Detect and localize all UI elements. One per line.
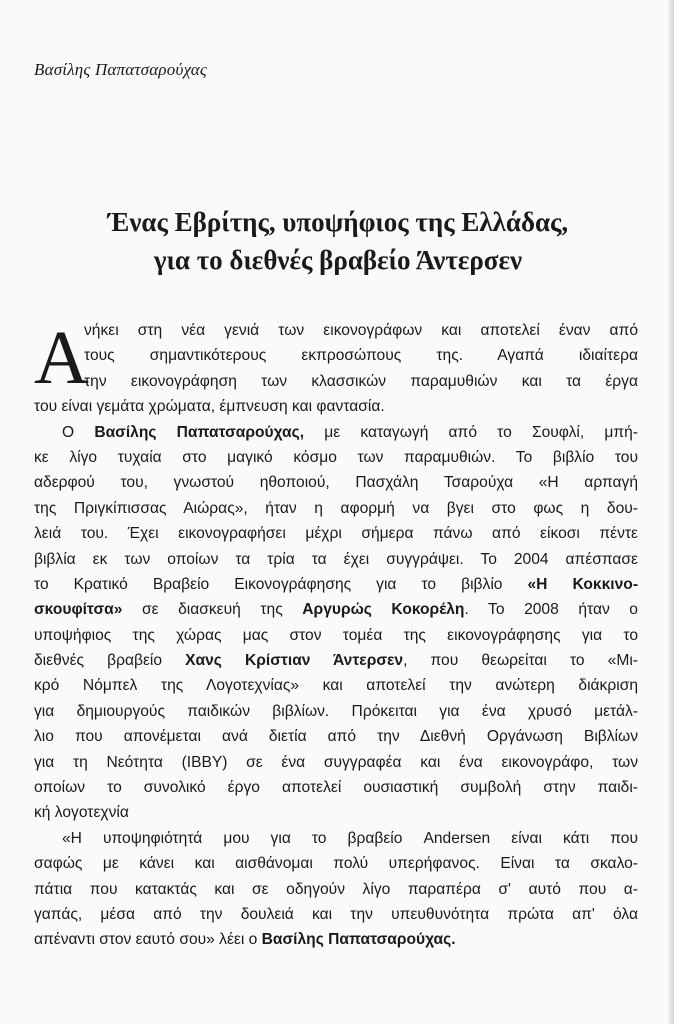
text-line: αδερφού του, γνωστού ηθοποιού, Πασχάλη Τσαρούχα «Η αρπαγή xyxy=(34,474,638,492)
text-line xyxy=(34,597,638,622)
text-line xyxy=(34,648,638,673)
text-line: σαφώς με κάνει και αισθάνομαι πολύ υπερήφανος. Είναι τα σκαλο- xyxy=(34,855,638,873)
text-line: τους σημαντικότερους εκπροσώπους της. Αγαπά ιδιαίτερα xyxy=(84,347,638,365)
text-line: του είναι γεμάτα χρώματα, έμπνευση και φαντασία. xyxy=(34,398,385,416)
title-line-1: Ένας Εβρίτης, υποψήφιος της Ελλάδας, xyxy=(107,207,569,237)
paragraph-3 xyxy=(34,826,638,953)
title-line-2: για το διεθνές βραβείο Άντερσεν xyxy=(153,245,523,275)
text-line: λιο που απονέμεται ανά διετία από την Διεθνή Οργάνωση Βιβλίων xyxy=(34,728,638,746)
text-run: , που θεωρείται το «Μι- xyxy=(403,652,638,670)
bold-book-title: σκουφίτσα» xyxy=(34,601,123,619)
bold-book-title: «Η Κοκκινο- xyxy=(527,575,638,593)
paragraph-2 xyxy=(34,420,638,826)
text-line: βιβλία εκ των οποίων τα τρία τα έχει συγγράψει. Το 2004 απέσπασε xyxy=(34,550,638,568)
text-line: πάτια που κατακτάς και σε οδηγούν λίγο παραπέρα σ' αυτό που α- xyxy=(34,880,638,898)
text-run: διεθνές βραβείο xyxy=(34,652,186,670)
text-line: την εικονογράφηση των κλασσικών παραμυθιών και τα έργα xyxy=(84,372,638,390)
article-title xyxy=(40,203,636,279)
bold-name: Βασίλης Παπατσαρούχας, xyxy=(94,423,305,441)
text-line xyxy=(34,420,638,445)
paragraph-1 xyxy=(34,318,638,420)
text-line: οποίων το συνολικό έργο αποτελεί ουσιαστική συμβολή στην παιδι- xyxy=(34,779,638,797)
text-run: απέναντι στον εαυτό σου» λέει ο xyxy=(34,931,262,949)
text-line: κε λίγο τυχαία στο μαγικό κόσμο των παραμυθιών. Το βιβλίο του xyxy=(34,448,638,466)
text-line: για τη Νεότητα (IBBY) σε ένα συγγραφέα και ένα εικονογράφο, των xyxy=(34,753,638,771)
text-run: σε διασκευή της xyxy=(122,601,303,619)
text-line: «Η υποψηφιότητά μου για το βραβείο Andersen είναι κάτι που xyxy=(62,829,638,847)
text-run: το Κρατικό Βραβείο Εικονογράφησης για το βιβλίο xyxy=(34,575,528,593)
text-line: κρό Νόμπελ της Λογοτεχνίας» και αποτελεί την ανώτερη διάκριση xyxy=(34,677,638,695)
text-line: κή λογοτεχνία xyxy=(34,804,129,822)
text-line: γαπάς, μέσα από την δουλειά και την υπευθυνότητα πρώτα απ' όλα xyxy=(34,905,638,923)
text-run: . Το 2008 ήταν ο xyxy=(464,601,638,619)
page-edge-shadow xyxy=(668,0,674,1024)
text-run: Ο xyxy=(62,423,95,441)
bold-name: Αργυρώς Κοκορέλη xyxy=(302,601,465,619)
text-line xyxy=(34,927,638,952)
bold-name: Χανς Κρίστιαν Άντερσεν xyxy=(185,652,404,670)
drop-cap: Α xyxy=(34,316,89,400)
text-line: νήκει στη νέα γενιά των εικονογράφων και αποτελεί έναν από xyxy=(84,322,638,339)
text-run: με καταγωγή από το Σουφλί, μπή- xyxy=(304,423,638,441)
text-line: της Πριγκίπισσας Αιώρας», ήταν η αφορμή να βγει στο φως η δου- xyxy=(34,499,638,517)
article-body xyxy=(34,318,638,953)
text-line xyxy=(34,572,638,597)
text-line: λειά του. Έχει εικονογραφήσει μέχρι σήμερα πάνω από είκοσι πέντε xyxy=(34,525,638,543)
text-line: για δημιουργούς παιδικών βιβλίων. Πρόκειται για ένα χρυσό μετάλ- xyxy=(34,702,638,720)
text-line: υποψήφιος της χώρας μας στον τομέα της εικονογράφησης για το xyxy=(34,626,638,644)
bold-name: Βασίλης Παπατσαρούχας. xyxy=(261,931,456,949)
running-head: Βασίλης Παπατσαρούχας xyxy=(34,60,207,79)
